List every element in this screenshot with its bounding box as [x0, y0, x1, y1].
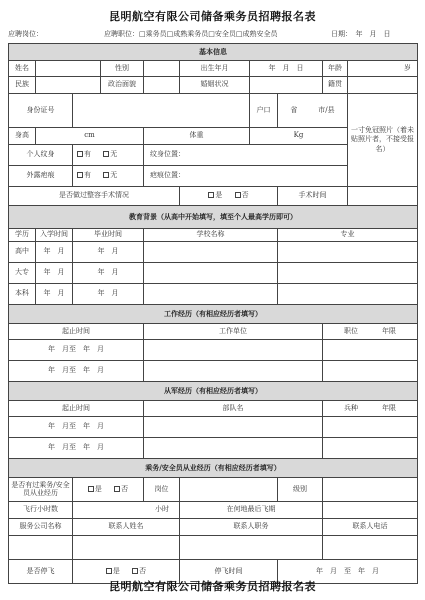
- date-field: 日期： 年 月 日: [331, 30, 391, 38]
- weight-field[interactable]: [250, 128, 348, 145]
- work-position-field[interactable]: [323, 361, 418, 382]
- edu-header-start: 入学时间: [36, 229, 73, 242]
- mil-period-field[interactable]: 年 月至 年 月: [9, 438, 144, 459]
- edu-header-major: 专业: [278, 229, 418, 242]
- birth-field[interactable]: 年 月 日: [250, 61, 323, 77]
- surgery-time-label: 手术时间: [278, 187, 348, 206]
- age-field[interactable]: [348, 61, 418, 77]
- stopped-no-checkbox[interactable]: 否: [132, 567, 146, 575]
- politics-field[interactable]: [144, 77, 180, 94]
- aviation-no-checkbox[interactable]: 否: [114, 485, 128, 493]
- scar-location-label: 疤痕位置：: [150, 171, 185, 180]
- edu-start-field[interactable]: 年 月: [36, 284, 73, 305]
- gender-label: 性别: [101, 61, 144, 77]
- work-company-field[interactable]: [144, 340, 323, 361]
- scar-options: [73, 166, 144, 187]
- scar-yes-checkbox[interactable]: 有: [77, 171, 91, 179]
- edu-end-field[interactable]: 年 月: [73, 242, 144, 263]
- edu-end-field[interactable]: 年 月: [73, 284, 144, 305]
- ethnicity-field[interactable]: [36, 77, 101, 94]
- photo-placeholder[interactable]: [348, 94, 418, 187]
- surgery-yes-checkbox[interactable]: 是: [208, 191, 222, 199]
- section-education: 教育背景（从高中开始填写，填至个人最高学历即可）: [9, 206, 418, 229]
- aviation-experience-question: 是否有过乘务/安全员从业经历: [9, 478, 73, 502]
- weight-label: 体重: [144, 128, 250, 145]
- native-label: 籍贯: [323, 77, 348, 94]
- mil-branch-field[interactable]: [323, 417, 418, 438]
- edu-school-field[interactable]: [144, 242, 278, 263]
- age-unit: 岁: [404, 63, 412, 72]
- weight-unit: Kg: [293, 131, 304, 140]
- section-military: 从军经历（有相应经历者填写）: [9, 382, 418, 401]
- surgery-question: 是否做过整容手术情况: [9, 187, 180, 206]
- aviation-level-field[interactable]: [323, 478, 418, 502]
- age-label: 年龄: [323, 61, 348, 77]
- last-flight-label: 在何地最后飞期: [180, 502, 323, 519]
- politics-label: 政治面貌: [101, 77, 144, 94]
- mil-header-branch: 兵种 年限: [323, 401, 418, 417]
- id-number-field[interactable]: [73, 94, 250, 128]
- tattoo-no-checkbox[interactable]: 无: [103, 150, 117, 158]
- edu-end-field[interactable]: 年 月: [73, 263, 144, 284]
- id-number-label: 身份证号: [9, 94, 73, 128]
- tattoo-options: [73, 145, 144, 166]
- contact-position-label: 联系人职务: [180, 519, 323, 536]
- aviation-post-field[interactable]: [180, 478, 278, 502]
- contact-name-field[interactable]: [73, 536, 180, 560]
- scar-no-checkbox[interactable]: 无: [103, 171, 117, 179]
- contact-name-label: 联系人姓名: [73, 519, 180, 536]
- scar-label: 外露疤痕: [9, 166, 73, 187]
- edu-header-end: 毕业时间: [73, 229, 144, 242]
- marital-label: 婚姻状况: [180, 77, 250, 94]
- tattoo-yes-checkbox[interactable]: 有: [77, 150, 91, 158]
- work-period-field[interactable]: 年 月至 年 月: [9, 340, 144, 361]
- name-field[interactable]: [36, 61, 101, 77]
- flight-hours-field[interactable]: [73, 502, 180, 519]
- hukou-label: 户口: [250, 94, 278, 128]
- work-header-period: 起止时间: [9, 324, 144, 340]
- height-unit: cm: [84, 131, 95, 140]
- edu-header-level: 学历: [9, 229, 36, 242]
- edu-level: 高中: [9, 242, 36, 263]
- work-header-position: 职位 年限: [323, 324, 418, 340]
- work-company-field[interactable]: [144, 361, 323, 382]
- flight-hours-label: 飞行小时数: [9, 502, 73, 519]
- company-name-field[interactable]: [9, 536, 73, 560]
- edu-school-field[interactable]: [144, 284, 278, 305]
- surgery-time-field[interactable]: [348, 187, 418, 206]
- edu-major-field[interactable]: [278, 284, 418, 305]
- contact-position-field[interactable]: [180, 536, 323, 560]
- mil-unit-field[interactable]: [144, 438, 323, 459]
- section-basic-info: 基本信息: [9, 44, 418, 61]
- edu-level: 本科: [9, 284, 36, 305]
- application-table: [8, 43, 418, 584]
- name-label: 姓名: [9, 61, 36, 77]
- last-flight-field[interactable]: [323, 502, 418, 519]
- height-label: 身高: [9, 128, 36, 145]
- edu-start-field[interactable]: 年 月: [36, 263, 73, 284]
- position-label: 应聘岗位：: [8, 30, 43, 38]
- mil-header-unit: 部队名: [144, 401, 323, 417]
- gender-field[interactable]: [144, 61, 180, 77]
- apply-position-options: 应聘职位：□乘务员□成熟乘务员□安全员□成熟安全员: [104, 30, 278, 38]
- height-field[interactable]: [36, 128, 144, 145]
- surgery-options: [180, 187, 278, 206]
- form-footer-title: 昆明航空有限公司储备乘务员招聘报名表: [109, 580, 316, 593]
- edu-start-field[interactable]: 年 月: [36, 242, 73, 263]
- aviation-experience-options: [73, 478, 144, 502]
- stopped-question: 是否停飞: [9, 560, 73, 584]
- work-position-field[interactable]: [323, 340, 418, 361]
- section-work: 工作经历（有相应经历者填写）: [9, 305, 418, 324]
- edu-school-field[interactable]: [144, 263, 278, 284]
- stopped-yes-checkbox[interactable]: 是: [106, 567, 120, 575]
- native-field[interactable]: [348, 77, 418, 94]
- aviation-yes-checkbox[interactable]: 是: [88, 485, 102, 493]
- mil-header-period: 起止时间: [9, 401, 144, 417]
- stop-time-field[interactable]: 年 月 至 年 月: [278, 560, 418, 584]
- hukou-field[interactable]: 省 市/县: [278, 94, 348, 128]
- stop-time-label: 停飞时间: [180, 560, 278, 584]
- edu-header-school: 学校名称: [144, 229, 278, 242]
- photo-note: 一寸免冠照片（着未贴照片者，不接受报名）: [351, 125, 415, 153]
- surgery-no-checkbox[interactable]: 否: [235, 191, 249, 199]
- mil-period-field[interactable]: 年 月至 年 月: [9, 417, 144, 438]
- work-header-company: 工作单位: [144, 324, 323, 340]
- work-period-field[interactable]: 年 月至 年 月: [9, 361, 144, 382]
- form-title: 昆明航空有限公司储备乘务员招聘报名表: [109, 10, 316, 23]
- tattoo-location-label: 纹身位置：: [150, 150, 185, 159]
- birth-label: 出生年月: [180, 61, 250, 77]
- contact-phone-field[interactable]: [323, 536, 418, 560]
- ethnicity-label: 民族: [9, 77, 36, 94]
- mil-unit-field[interactable]: [144, 417, 323, 438]
- aviation-post-label: 岗位: [144, 478, 180, 502]
- contact-phone-label: 联系人电话: [323, 519, 418, 536]
- hours-unit: 小时: [155, 505, 169, 514]
- company-name-label: 服务公司名称: [9, 519, 73, 536]
- aviation-level-label: 级别: [278, 478, 323, 502]
- edu-major-field[interactable]: [278, 242, 418, 263]
- marital-field[interactable]: [250, 77, 323, 94]
- section-aviation: 乘务/安全员从业经历（有相应经历者填写）: [9, 459, 418, 478]
- mil-branch-field[interactable]: [323, 438, 418, 459]
- scar-location-field[interactable]: [144, 166, 348, 187]
- tattoo-location-field[interactable]: [144, 145, 348, 166]
- edu-level: 大专: [9, 263, 36, 284]
- edu-major-field[interactable]: [278, 263, 418, 284]
- tattoo-label: 个人纹身: [9, 145, 73, 166]
